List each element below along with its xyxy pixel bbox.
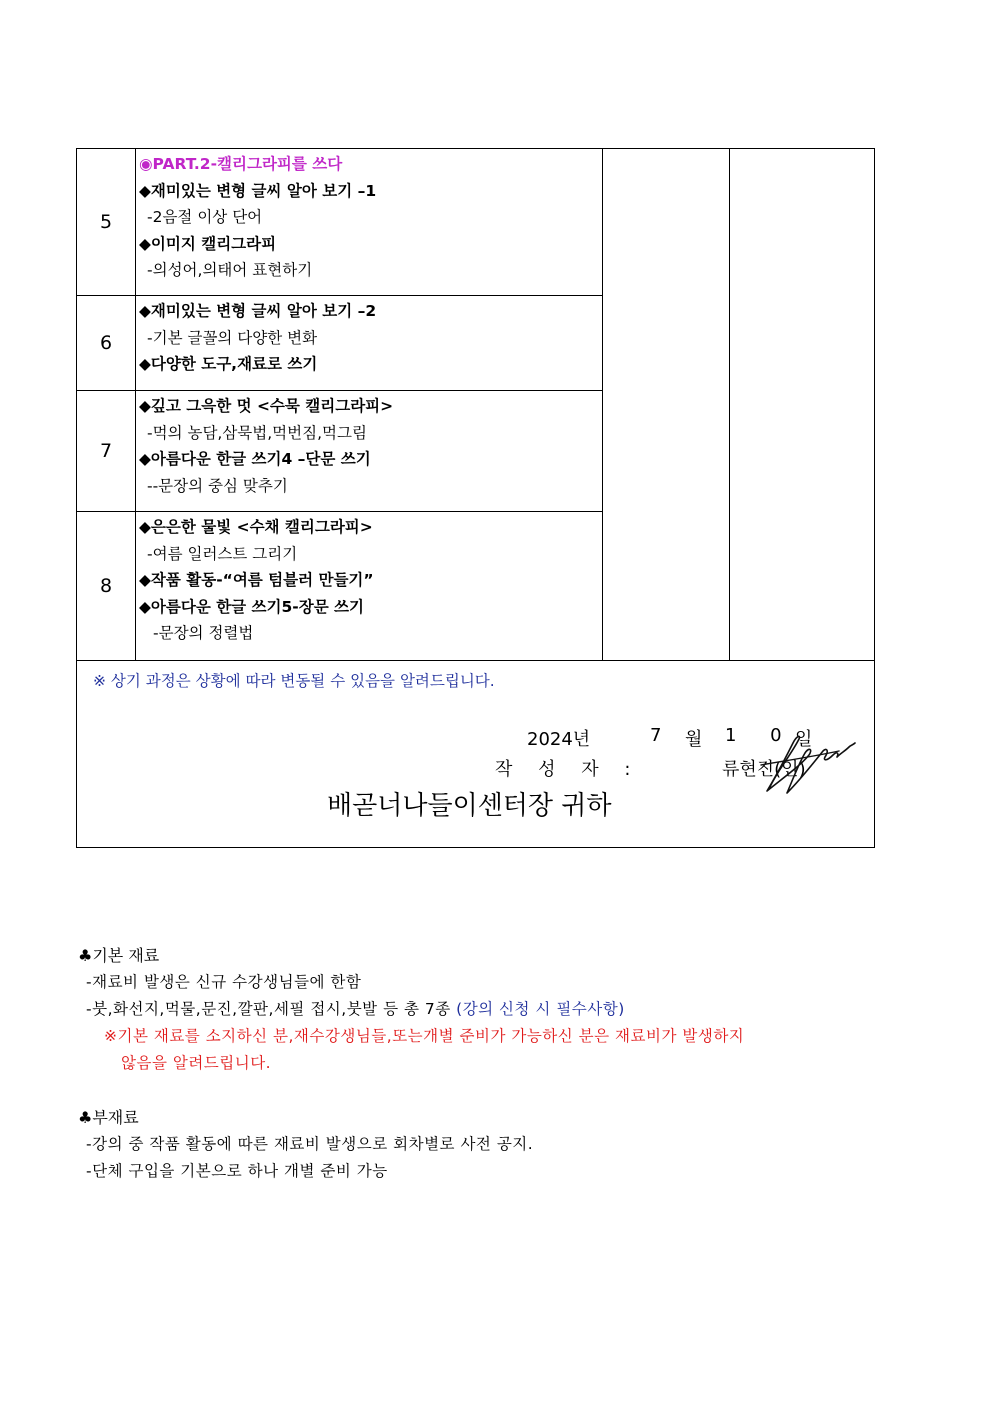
detail-line: --문장의 중심 맞추기	[147, 476, 288, 495]
materials-warning-continued: 않음을 알려드립니다.	[121, 1054, 272, 1072]
required-note: (강의 신청 시 필수사항)	[456, 1000, 625, 1018]
materials-warning: ※기본 재료를 소지하신 분,재수강생님들,또는개별 준비가 가능하신 분은 재료비가 발생하지	[104, 1027, 745, 1045]
change-notice: ※ 상기 과정은 상황에 따라 변동될 수 있음을 알려드립니다.	[93, 672, 495, 690]
session-number: 8	[77, 512, 136, 661]
date-month-unit: 월	[685, 729, 703, 750]
curriculum-table	[76, 148, 875, 848]
writer-name: 류현진(인)	[722, 759, 806, 780]
topic-line: ◆이미지 캘리그라피	[139, 234, 277, 253]
session-number: 5	[77, 149, 136, 296]
basic-materials-heading: ♣기본 재료	[78, 946, 160, 965]
topic-line: ◆재미있는 변형 글씨 알아 보기 –1	[139, 181, 377, 200]
footer-cell	[77, 661, 875, 848]
footer-row	[77, 661, 875, 848]
signature-icon	[757, 731, 857, 799]
date-day: 1 0	[725, 725, 796, 746]
writer-label: 작 성 자 :	[495, 759, 641, 780]
detail-line: -의성어,의태어 표현하기	[147, 261, 313, 279]
sub-materials-line: -강의 중 작품 활동에 따른 재료비 발생으로 회차별로 사전 공지.	[86, 1135, 534, 1153]
part-label: ◉PART.2-캘리그라피를 쓰다	[139, 155, 343, 173]
detail-line: -여름 일러스트 그리기	[147, 544, 298, 563]
empty-column-cell	[603, 149, 730, 661]
topic-line: ◆아름다운 한글 쓰기5-장문 쓰기	[139, 597, 365, 616]
materials-notes	[78, 942, 878, 1185]
empty-column-cell	[730, 149, 875, 661]
basic-materials-list	[78, 996, 878, 1023]
date-year: 2024년	[527, 729, 591, 750]
session-content	[136, 296, 603, 391]
basic-materials-items: -붓,화선지,먹물,문진,깔판,세필 접시,붓발 등 총 7종	[86, 1000, 457, 1018]
recipient-title: 배곧너나들이센터장 귀하	[327, 791, 612, 821]
topic-line: ◆재미있는 변형 글씨 알아 보기 –2	[139, 302, 377, 320]
detail-line: -2음절 이상 단어	[147, 208, 263, 226]
topic-line: ◆다양한 도구,재료로 쓰기	[139, 355, 318, 373]
session-number: 7	[77, 391, 136, 512]
date-day-unit: 일	[795, 729, 813, 750]
session-content	[136, 149, 603, 296]
topic-line: ◆깊고 그윽한 멋 <수묵 캘리그라피>	[139, 397, 394, 415]
date-month: 7	[650, 725, 662, 746]
session-number: 6	[77, 296, 136, 391]
sub-materials-heading: ♣부재료	[78, 1108, 139, 1127]
basic-materials-line: -재료비 발생은 신규 수강생님들에 한함	[86, 973, 362, 991]
topic-line: ◆작품 활동-“여름 텀블러 만들기”	[139, 571, 374, 589]
topic-line: ◆은은한 물빛 <수채 캘리그라피>	[139, 518, 373, 536]
curriculum-table-wrapper	[76, 148, 871, 848]
detail-line: -기본 글꼴의 다양한 변화	[147, 328, 318, 347]
detail-line: -먹의 농담,삼묵법,먹번짐,먹그림	[147, 423, 367, 442]
detail-line: -문장의 정렬법	[153, 624, 254, 642]
sub-materials-line: -단체 구입을 기본으로 하나 개별 준비 가능	[86, 1162, 388, 1180]
table-row	[77, 149, 875, 296]
topic-line: ◆아름다운 한글 쓰기4 –단문 쓰기	[139, 450, 371, 468]
session-content	[136, 391, 603, 512]
session-content	[136, 512, 603, 661]
